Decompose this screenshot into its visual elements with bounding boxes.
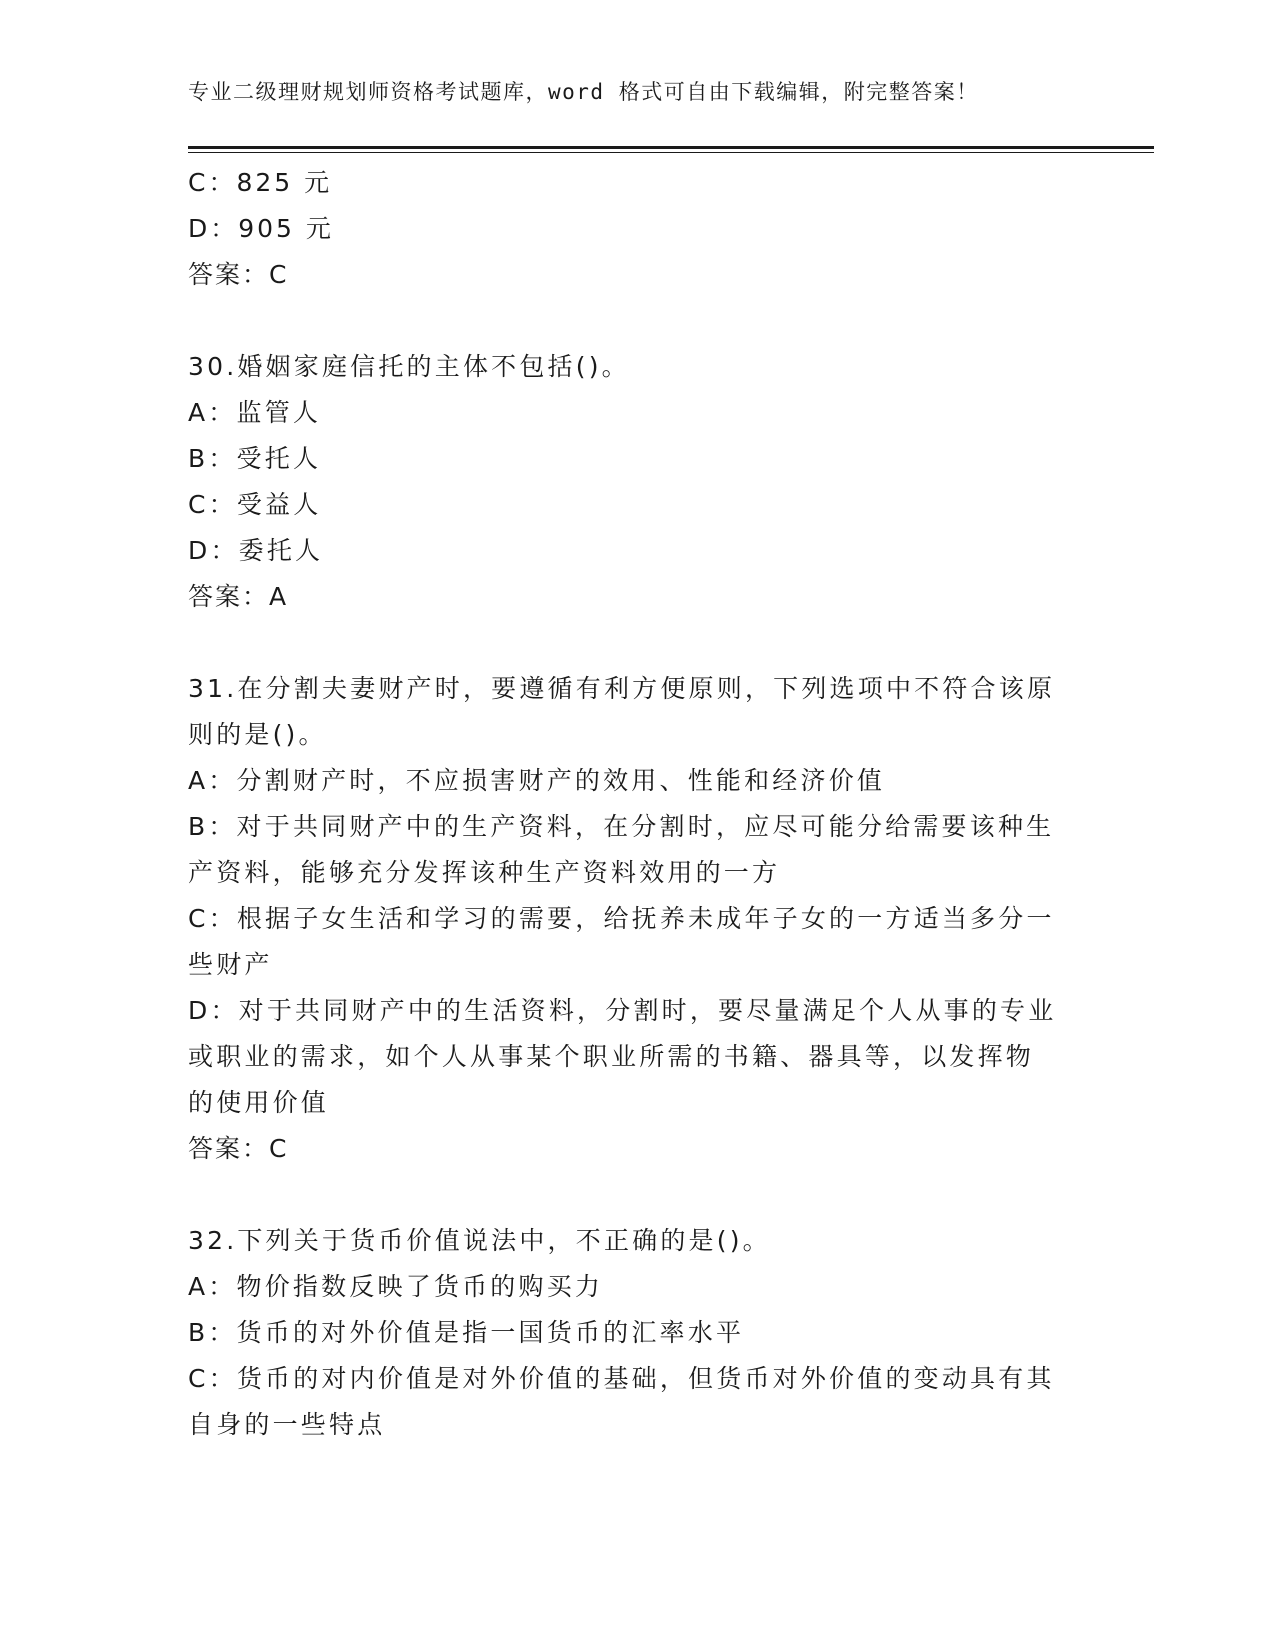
- option-a: A：物价指数反映了货币的购买力: [188, 1272, 604, 1301]
- question-stem-line-2: 则的是()。: [188, 720, 327, 749]
- option-b: B：受托人: [188, 444, 322, 473]
- option-c-line-2: 些财产: [188, 950, 273, 979]
- question-30: [188, 344, 1088, 620]
- question-stem-line-1: 31.在分割夫妻财产时，要遵循有利方便原则，下列选项中不符合该原: [188, 674, 1056, 703]
- page-header: 专业二级理财规划师资格考试题库，word 格式可自由下载编辑，附完整答案！: [188, 80, 979, 104]
- option-c-line-2: 自身的一些特点: [188, 1410, 386, 1439]
- option-a: A：监管人: [188, 398, 322, 427]
- page-content: [188, 160, 1088, 1448]
- prev-question-block: [188, 160, 1088, 298]
- option-d: D：委托人: [188, 536, 324, 565]
- option-b: B：货币的对外价值是指一国货币的汇率水平: [188, 1318, 745, 1347]
- option-b-line-2: 产资料，能够充分发挥该种生产资料效用的一方: [188, 858, 781, 887]
- question-32: [188, 1218, 1088, 1448]
- option-c-line-1: C：货币的对内价值是对外价值的基础，但货币对外价值的变动具有其: [188, 1364, 1055, 1393]
- option-b-line-1: B：对于共同财产中的生产资料，在分割时，应尽可能分给需要该种生: [188, 812, 1055, 841]
- option-d-line-1: D：对于共同财产中的生活资料，分割时，要尽量满足个人从事的专业: [188, 996, 1057, 1025]
- question-stem: 32.下列关于货币价值说法中，不正确的是()。: [188, 1226, 771, 1255]
- option-c-line-1: C：根据子女生活和学习的需要，给抚养未成年子女的一方适当多分一: [188, 904, 1055, 933]
- option-d-line-3: 的使用价值: [188, 1088, 330, 1117]
- question-31: [188, 666, 1088, 1172]
- header-rule-thin: [188, 152, 1154, 153]
- option-c: C：受益人: [188, 490, 322, 519]
- answer-line: 答案：C: [188, 260, 289, 289]
- option-a: A：分割财产时，不应损害财产的效用、性能和经济价值: [188, 766, 886, 795]
- option-c: C：825 元: [188, 168, 333, 197]
- option-d: D：905 元: [188, 214, 334, 243]
- option-d-line-2: 或职业的需求，如个人从事某个职业所需的书籍、器具等，以发挥物: [188, 1042, 1035, 1071]
- header-rule-thick: [188, 146, 1154, 149]
- question-stem: 30.婚姻家庭信托的主体不包括()。: [188, 352, 630, 381]
- answer-line: 答案：A: [188, 582, 289, 611]
- answer-line: 答案：C: [188, 1134, 289, 1163]
